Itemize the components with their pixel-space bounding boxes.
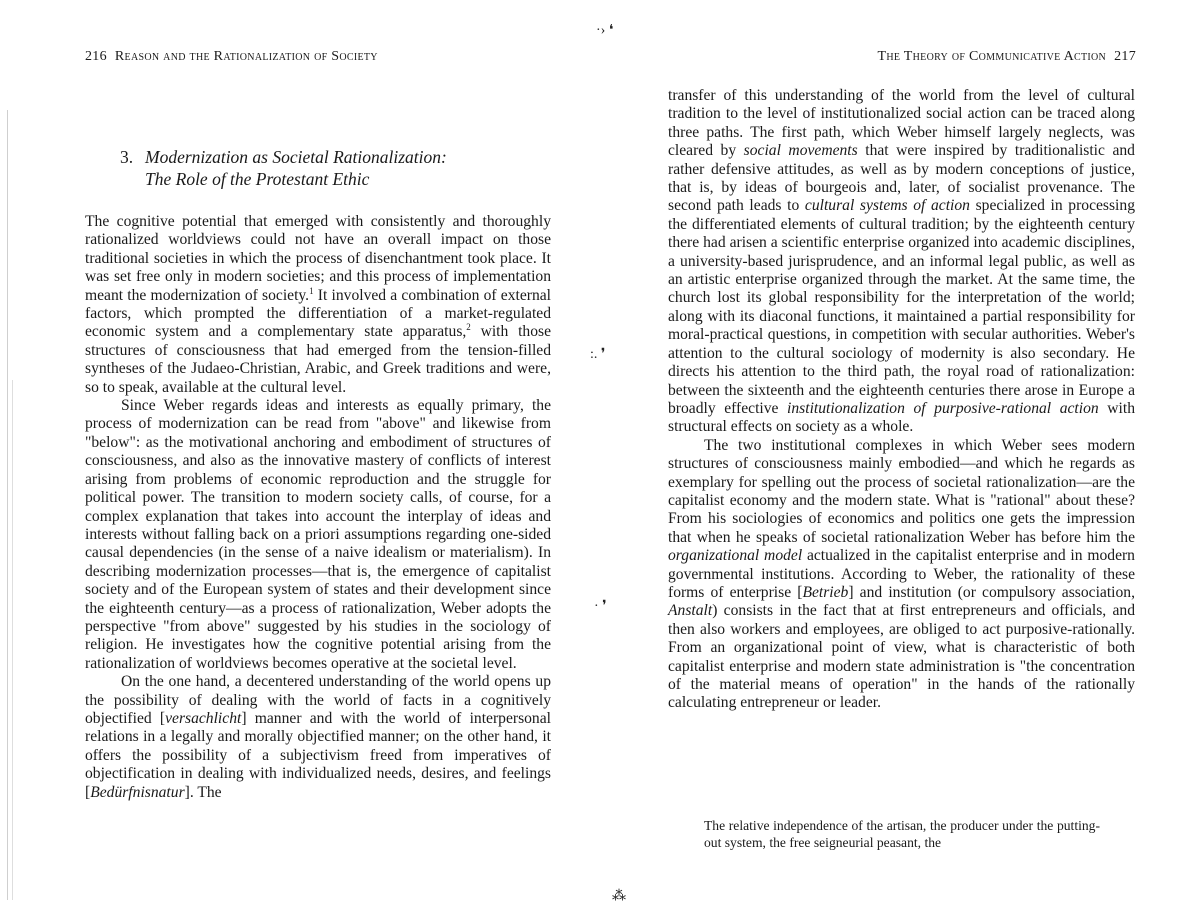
left-paragraph-1: The cognitive potential that emerged with consistently and thoroughly rationalized worldviews could not have an overall impact on those traditional societies in which the process of disenchantment took place. It was set free only in modern societies; and this process of implementation meant the modernization of society.$^1$ It involved a combination of external factors, which prompted the differentiation of a market-regulated economic system and a complementary state apparatus,$^2$ with those structures of consciousness that had emerged from the tension-filled syntheses of the Judaeo-Christian, Arabic, and Greek traditions and were, so to speak, available at the cultural level. <box>85 213 551 396</box>
left-page-number: 216 <box>85 49 107 64</box>
term-beduerfnisnatur: Bedürfnisnatur <box>90 783 185 801</box>
block-quote: The relative independence of the artisan, the producer under the putting-out system, the free seigneurial peasant, the <box>704 818 1100 850</box>
scan-gutter-shadow-inner <box>12 380 13 900</box>
right-page-number: 217 <box>1114 49 1136 64</box>
right-paragraph-2: The two institutional complexes in which Weber sees modern structures of consciousness mainly embodied—and which he regards as exemplary for spelling out the process of societal rationalization—are the capitalist economy and the modern state. What is "rational" about these? From his sociologies of economics and politics one gets the impression that when he speaks of societal rationalization Weber has before him the organizational model actualized in the capitalist enterprise and in modern governmental institutions. According to Weber, the rationality of these forms of enterprise [Betrieb] and institution (or compulsory association, Anstalt) consists in the fact that at first entrepreneurs and officials, and then also workers and employees, are obliged to act purposive-rationally. From an organizational point of view, what is characteristic of both capitalist enterprise and modern state administration is "the concentration of the material means of operation" in the hands of the rationally calculating entrepreneur or leader. <box>668 436 1135 712</box>
right-paragraph-1: transfer of this understanding of the world from the level of cultural tradition to the level of institutionalized social action can be traced along three paths. The first path, which Weber himself largely neglects, was cleared by social movements that were inspired by traditionalistic and rather defensive attitudes, as well as by modern conceptions of justice, that is, by ideas of bourgeois and, later, of socialist provenance. The second path leads to cultural systems of action specialized in processing the differentiated elements of cultural tradition; by the eighteenth century there had arisen a scientific enterprise organized into academic disciplines, a university-based jurisprudence, and an informal legal public, as well as an artistic enterprise organized through the market. At the same time, the church lost its global responsibility for the interpretation of the world; along with its diaconal functions, it maintained a partial responsibility for moral-practical questions, in competition with secular authorities. Weber's attention to the cultural sociology of modernity is also secondary. He directs his attention to the third path, the royal road of rationalization: between the sixteenth and the eighteenth centuries there arose in Europe a broadly effective institutionalization of purposive-rational action with structural effects on society as a whole. <box>668 87 1135 436</box>
left-running-head <box>85 49 378 65</box>
section-number: 3. <box>120 147 134 167</box>
term-social-movements: social movements <box>743 142 858 160</box>
term-institutionalization: institutionalization of purposive-rational action <box>787 399 1099 417</box>
section-title-line2: The Role of the Protestant Ethic <box>145 169 370 189</box>
section-title-line1: Modernization as Societal Rationalization: <box>145 147 447 167</box>
right-running-head <box>877 49 1136 65</box>
term-cultural-systems: cultural systems of action <box>804 197 970 215</box>
scan-gutter-shadow <box>7 110 8 900</box>
left-paragraph-3: On the one hand, a decentered understanding of the world opens up the possibility of dealing with the world of facts in a cognitively objectified [versachlicht] manner and with the world of interpersonal relations in a legally and morally objectified manner; on the other hand, it offers the possibility of a subjectivism freed from imperatives of objectification in dealing with individualized needs, desires, and feelings [Bedürfnisnatur]. The <box>85 673 551 801</box>
footnote-ref-2[interactable]: 2 <box>466 322 471 333</box>
section-heading <box>120 146 447 190</box>
term-versachlicht: versachlicht <box>165 709 242 727</box>
term-organizational-model: organizational model <box>668 547 803 565</box>
scan-speck: :. ❜ <box>590 347 606 362</box>
left-paragraph-2: Since Weber regards ideas and interests as equally primary, the process of modernization can be read from "above" and likewise from "below": as the motivational anchoring and embodiment of structures of consciousness, and also as the innovative mastery of conflicts of interest arising from problems of economic reproduction and the struggle for political power. The transition to modern society calls, of course, for a complex explanation that takes into account the interplay of ideas and interests without falling back on a priori assumptions regarding one-sided causal dependencies (in the sense of a naive idealism or materialism). In describing modernization processes—that is, the emergence of capitalist society and of the European system of states and their development since the eighteenth century—as a process of rationalization, Weber adopts the perspective "from above" suggested by his studies in the sociology of religion. He investigates how the cognitive potential arising from the rationalization of worldviews becomes operative at the societal level. <box>85 397 551 672</box>
scan-speck: · ❜ <box>594 599 607 614</box>
footnote-ref-1[interactable]: 1 <box>309 285 314 296</box>
left-running-head-title: Reason and the Rationalization of Society <box>114 49 378 64</box>
term-anstalt: Anstalt <box>668 602 713 620</box>
left-page-body <box>85 213 551 802</box>
right-page-body <box>668 87 1135 713</box>
term-betrieb: Betrieb <box>802 583 849 601</box>
right-running-head-title: The Theory of Communicative Action <box>877 49 1107 64</box>
scan-speck: ·› ❛ <box>596 23 614 38</box>
scan-speck: ⁂ <box>612 889 626 904</box>
